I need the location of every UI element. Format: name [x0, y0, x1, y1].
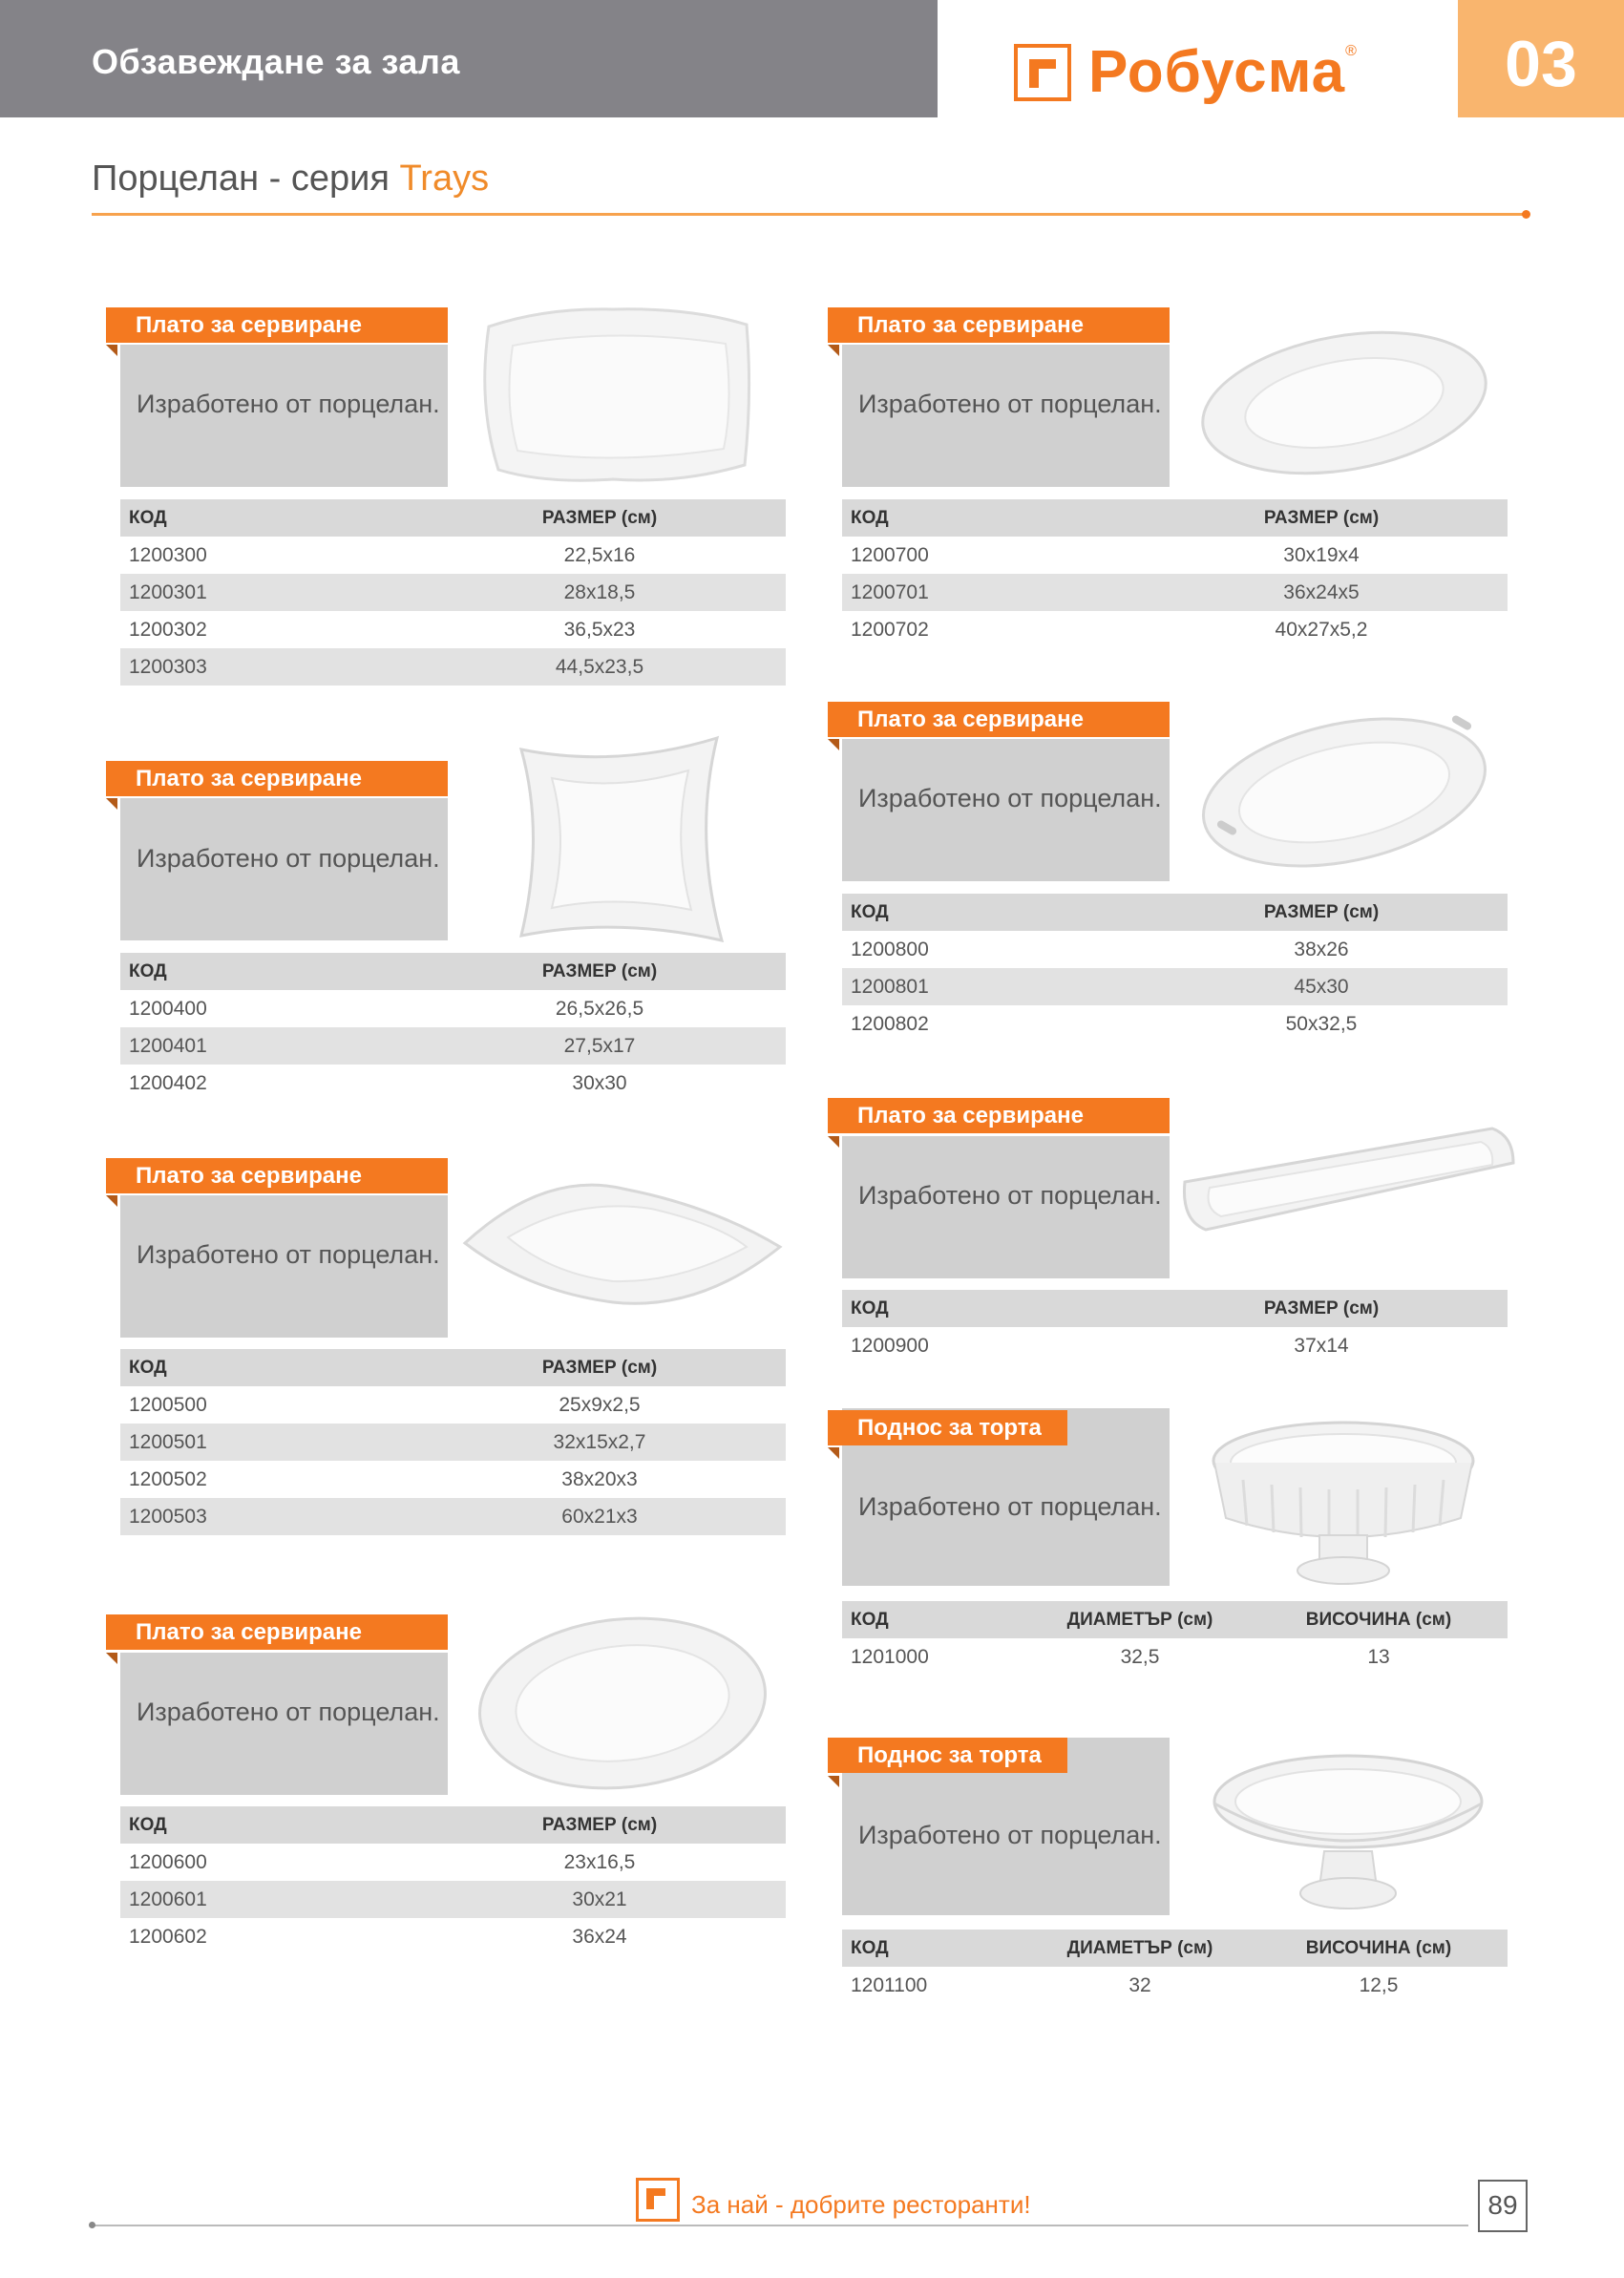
table-row [842, 537, 1508, 574]
product-description: Изработено от порцелан. [858, 1492, 1162, 1521]
cell-code: 1200402 [129, 1072, 207, 1094]
cell-code: 1200600 [129, 1851, 207, 1873]
table-row [120, 1424, 786, 1461]
tab-fold [106, 345, 117, 356]
product-table [842, 1930, 1508, 2004]
header-height: ВИСОЧИНА (см) [1305, 1938, 1452, 1958]
table-row [120, 1461, 786, 1498]
header-code: КОД [129, 1358, 167, 1378]
brand-name: Робусма [1088, 39, 1346, 105]
product-label-tab: Поднос за торта [828, 1410, 1067, 1445]
cell-code: 1200500 [129, 1394, 207, 1416]
cell-code: 1200501 [129, 1431, 207, 1453]
cell-code: 1200801 [851, 976, 929, 998]
cell-code: 1200602 [129, 1926, 207, 1948]
product-photo-oval-plate [470, 1608, 775, 1799]
product-photo-rectangular-tray [470, 298, 766, 489]
chapter-badge [1458, 0, 1624, 117]
cell-size: 23x16,5 [563, 1851, 636, 1873]
cell-size: 27,5x17 [563, 1035, 636, 1057]
table-row [120, 1881, 786, 1918]
product-label-tab: Плато за сервиране [828, 307, 1170, 343]
header-height: ВИСОЧИНА (см) [1305, 1610, 1452, 1630]
cell-code: 1200701 [851, 581, 929, 603]
cell-size: 40x27x5,2 [1275, 619, 1368, 641]
table-row [120, 1386, 786, 1424]
footer-slogan: За най - добрите ресторанти! [691, 2190, 1031, 2219]
header-size: РАЗМЕР (см) [541, 1815, 658, 1835]
cell-height: 13 [1367, 1646, 1390, 1668]
product-photo-cake-stand [1205, 1744, 1491, 1916]
tab-fold [828, 1136, 839, 1148]
header-size: РАЗМЕР (см) [1263, 1298, 1380, 1318]
table-row [120, 1844, 786, 1881]
table-row [842, 1005, 1508, 1043]
title-underline [92, 213, 1527, 216]
product-description: Изработено от порцелан. [858, 1181, 1162, 1210]
registered-mark: ® [1345, 43, 1357, 59]
product-table [842, 499, 1508, 648]
cell-size: 38x20x3 [561, 1468, 638, 1490]
table-row [120, 1065, 786, 1102]
header-code: КОД [129, 961, 167, 981]
cell-code: 1200700 [851, 544, 929, 566]
cell-code: 1201000 [851, 1646, 929, 1668]
table-row [120, 1498, 786, 1535]
cell-size: 32x15x2,7 [553, 1431, 646, 1453]
cell-diameter: 32,5 [1120, 1646, 1160, 1668]
table-row [120, 990, 786, 1027]
header-code: КОД [851, 1938, 889, 1958]
product-table [842, 1601, 1508, 1676]
product-photo-wavy-square-plate [502, 730, 731, 950]
cell-size: 30x21 [572, 1888, 627, 1910]
product-label-tab: Плато за сервиране [106, 761, 448, 796]
product-table [842, 1290, 1508, 1364]
product-label-tab: Плато за сервиране [828, 702, 1170, 737]
table-row [120, 537, 786, 574]
header-diameter: ДИАМЕТЪР (см) [1066, 1610, 1213, 1630]
product-photo-oval-tray-handles [1192, 702, 1497, 883]
logo-mark-icon [1014, 44, 1071, 101]
table-row [842, 611, 1508, 648]
chapter-number: 03 [1505, 28, 1577, 100]
section-header-bar [0, 0, 938, 117]
cell-size: 45x30 [1294, 976, 1349, 998]
table-row [842, 931, 1508, 968]
brand-logo [1014, 41, 1357, 104]
header-code: КОД [129, 1815, 167, 1835]
tab-fold [828, 1447, 839, 1459]
cell-size: 38x26 [1294, 939, 1349, 960]
cell-size: 25x9x2,5 [559, 1394, 641, 1416]
table-header [842, 1601, 1508, 1638]
product-photo-fluted-cake-stand [1205, 1413, 1482, 1590]
product-table [120, 1806, 786, 1955]
table-header [842, 1290, 1508, 1327]
product-photo-oval-tray [1192, 307, 1497, 498]
tab-fold [828, 345, 839, 356]
product-table [120, 953, 786, 1102]
cell-size: 36x24 [572, 1926, 627, 1948]
cell-size: 36x24x5 [1283, 581, 1360, 603]
table-row [120, 648, 786, 686]
cell-code: 1201100 [851, 1974, 928, 1996]
header-size: РАЗМЕР (см) [541, 961, 658, 981]
header-size: РАЗМЕР (см) [1263, 902, 1380, 922]
cell-size: 50x32,5 [1285, 1013, 1358, 1035]
title-underline-dot [1522, 210, 1530, 219]
cell-code: 1200503 [129, 1506, 207, 1528]
cell-size: 22,5x16 [563, 544, 636, 566]
product-description: Изработено от порцелан. [858, 1821, 1162, 1849]
header-code: КОД [129, 508, 167, 528]
cell-code: 1200302 [129, 619, 207, 641]
product-label-tab: Плато за сервиране [106, 1158, 448, 1193]
cell-code: 1200601 [129, 1888, 207, 1910]
cell-size: 60x21x3 [561, 1506, 638, 1528]
tab-fold [106, 798, 117, 810]
product-photo-leaf-tray [460, 1178, 785, 1312]
cell-code: 1200900 [851, 1335, 929, 1357]
section-title: Обзавеждане за зала [92, 42, 460, 81]
cell-size: 30x19x4 [1283, 544, 1360, 566]
cell-diameter: 32 [1128, 1974, 1151, 1996]
cell-height: 12,5 [1359, 1974, 1399, 1996]
tab-fold [828, 1776, 839, 1787]
cell-code: 1200300 [129, 544, 207, 566]
product-description: Изработено от порцелан. [137, 390, 440, 418]
product-description: Изработено от порцелан. [137, 1698, 440, 1726]
table-header [120, 499, 786, 537]
page-title [92, 158, 489, 200]
header-code: КОД [851, 1298, 889, 1318]
title-prefix: Порцелан - серия [92, 158, 400, 199]
header-diameter: ДИАМЕТЪР (см) [1066, 1938, 1213, 1958]
product-photo-long-rectangular-tray [1177, 1117, 1516, 1260]
cell-code: 1200301 [129, 581, 207, 603]
cell-code: 1200800 [851, 939, 929, 960]
table-header [120, 1806, 786, 1844]
product-label-tab: Плато за сервиране [106, 1614, 448, 1650]
page-number: 89 [1478, 2180, 1528, 2232]
table-header [842, 499, 1508, 537]
tab-fold [106, 1653, 117, 1664]
product-label-tab: Поднос за торта [828, 1738, 1067, 1773]
footer-logo-icon [636, 2178, 680, 2222]
header-code: КОД [851, 508, 889, 528]
table-header [120, 953, 786, 990]
table-header [120, 1349, 786, 1386]
footer-rule-dot [89, 2222, 95, 2228]
table-row [120, 574, 786, 611]
cell-code: 1200802 [851, 1013, 929, 1035]
cell-code: 1200400 [129, 998, 207, 1020]
table-row [842, 1327, 1508, 1364]
table-row [120, 1918, 786, 1955]
product-description: Изработено от порцелан. [137, 844, 440, 873]
product-table [842, 894, 1508, 1043]
cell-code: 1200502 [129, 1468, 207, 1490]
title-accent: Trays [399, 158, 490, 199]
cell-size: 26,5x26,5 [555, 998, 644, 1020]
table-row [842, 574, 1508, 611]
table-row [842, 1967, 1508, 2004]
header-code: КОД [851, 1610, 889, 1630]
product-label-tab: Плато за сервиране [828, 1098, 1170, 1133]
cell-size: 36,5x23 [563, 619, 636, 641]
header-size: РАЗМЕР (см) [1263, 508, 1380, 528]
table-row [842, 1638, 1508, 1676]
product-label-tab: Плато за сервиране [106, 307, 448, 343]
header-size: РАЗМЕР (см) [541, 508, 658, 528]
table-row [120, 611, 786, 648]
product-description: Изработено от порцелан. [858, 784, 1162, 812]
product-description: Изработено от порцелан. [858, 390, 1162, 418]
cell-size: 30x30 [572, 1072, 627, 1094]
product-table [120, 1349, 786, 1535]
cell-size: 37x14 [1294, 1335, 1349, 1357]
table-header [842, 894, 1508, 931]
product-table [120, 499, 786, 686]
cell-size: 28x18,5 [563, 581, 636, 603]
tab-fold [828, 739, 839, 750]
table-row [120, 1027, 786, 1065]
cell-size: 44,5x23,5 [555, 656, 644, 678]
header-code: КОД [851, 902, 889, 922]
cell-code: 1200401 [129, 1035, 207, 1057]
tab-fold [106, 1195, 117, 1207]
table-row [842, 968, 1508, 1005]
table-header [842, 1930, 1508, 1967]
header-size: РАЗМЕР (см) [541, 1358, 658, 1378]
footer-rule [92, 2225, 1468, 2226]
cell-code: 1200702 [851, 619, 929, 641]
product-description: Изработено от порцелан. [137, 1240, 440, 1269]
cell-code: 1200303 [129, 656, 207, 678]
